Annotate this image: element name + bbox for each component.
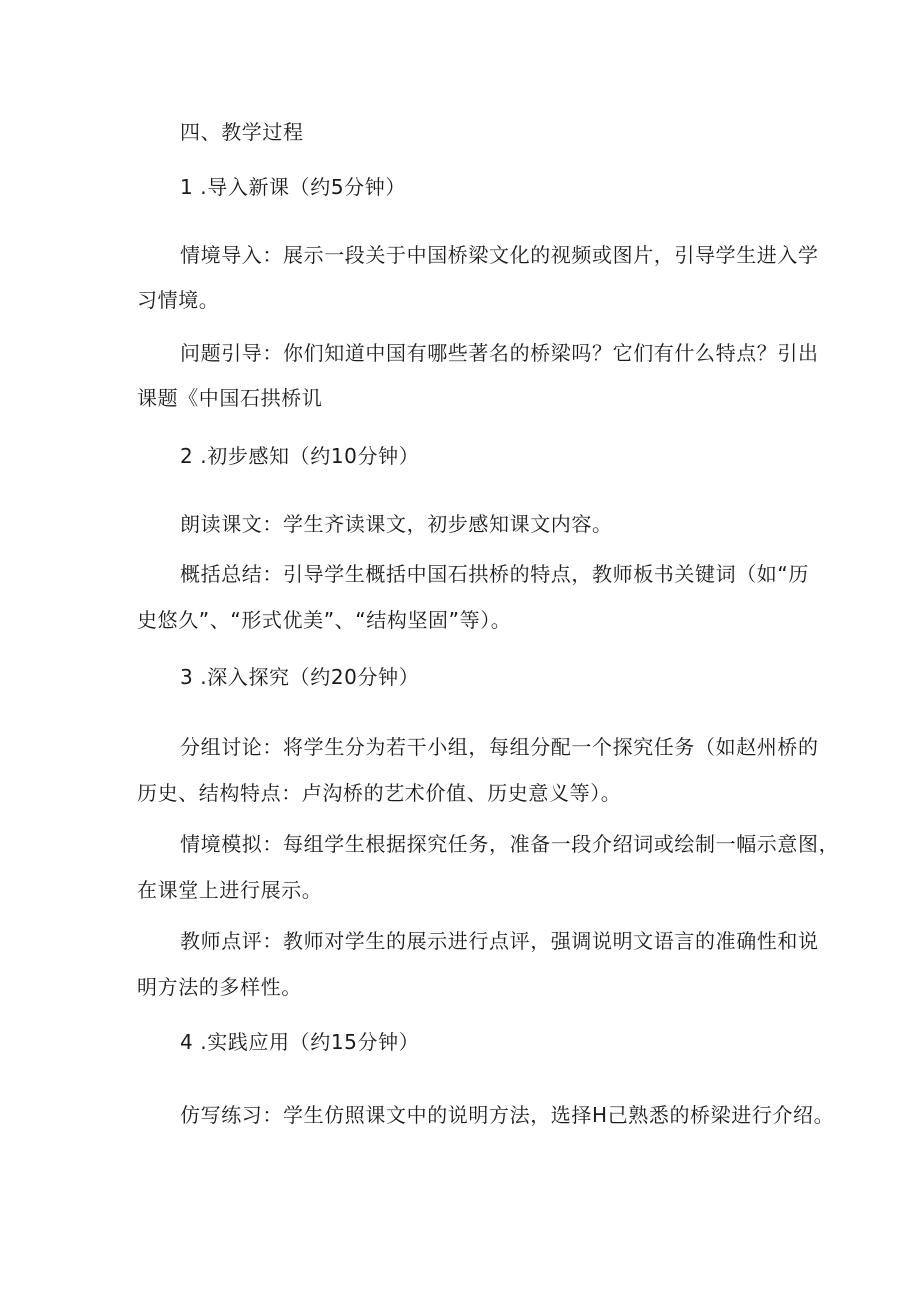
step-heading: 2 .初步感知（约10分钟） (180, 444, 420, 468)
paragraph-line: 概括总结：引导学生概括中国石拱桥的特点，教师板书关键词（如“历 (180, 562, 809, 586)
step-heading: 1 .导入新课（约5分钟） (180, 175, 406, 199)
paragraph-line: 在课堂上进行展示。 (137, 878, 323, 902)
paragraph-line: 课题《中国石拱桥讥 (137, 386, 323, 410)
paragraph-line: 教师点评：教师对学生的展示进行点评，强调说明文语言的准确性和说 (180, 929, 819, 953)
paragraph-line: 明方法的多样性。 (137, 975, 302, 999)
paragraph-line: 历史、结构特点：卢沟桥的艺术价值、历史意义等）。 (137, 781, 622, 805)
paragraph-line: 朗读课文：学生齐读课文，初步感知课文内容。 (180, 512, 613, 536)
paragraph-line: 情境导入：展示一段关于中国桥梁文化的视频或图片，引导学生进入学 (180, 243, 819, 267)
paragraph-line: 情境模拟：每组学生根据探究任务，准备一段介绍词或绘制一幅示意图， (180, 832, 840, 856)
paragraph-line: 习情境。 (137, 288, 220, 312)
step-heading: 4 .实践应用（约15分钟） (180, 1030, 420, 1054)
paragraph-line: 史悠久”、“形式优美”、“结构坚固”等）。 (137, 608, 512, 632)
section-heading: 四、教学过程 (180, 120, 304, 144)
paragraph-line: 仿写练习：学生仿照课文中的说明方法，选择H己熟悉的桥梁进行介绍。 (180, 1103, 835, 1127)
paragraph-line: 分组讨论：将学生分为若干小组，每组分配一个探究任务（如赵州桥的 (180, 735, 819, 759)
paragraph-line: 问题引导：你们知道中国有哪些著名的桥梁吗？它们有什么特点？引出 (180, 341, 819, 365)
step-heading: 3 .深入探究（约20分钟） (180, 665, 420, 689)
